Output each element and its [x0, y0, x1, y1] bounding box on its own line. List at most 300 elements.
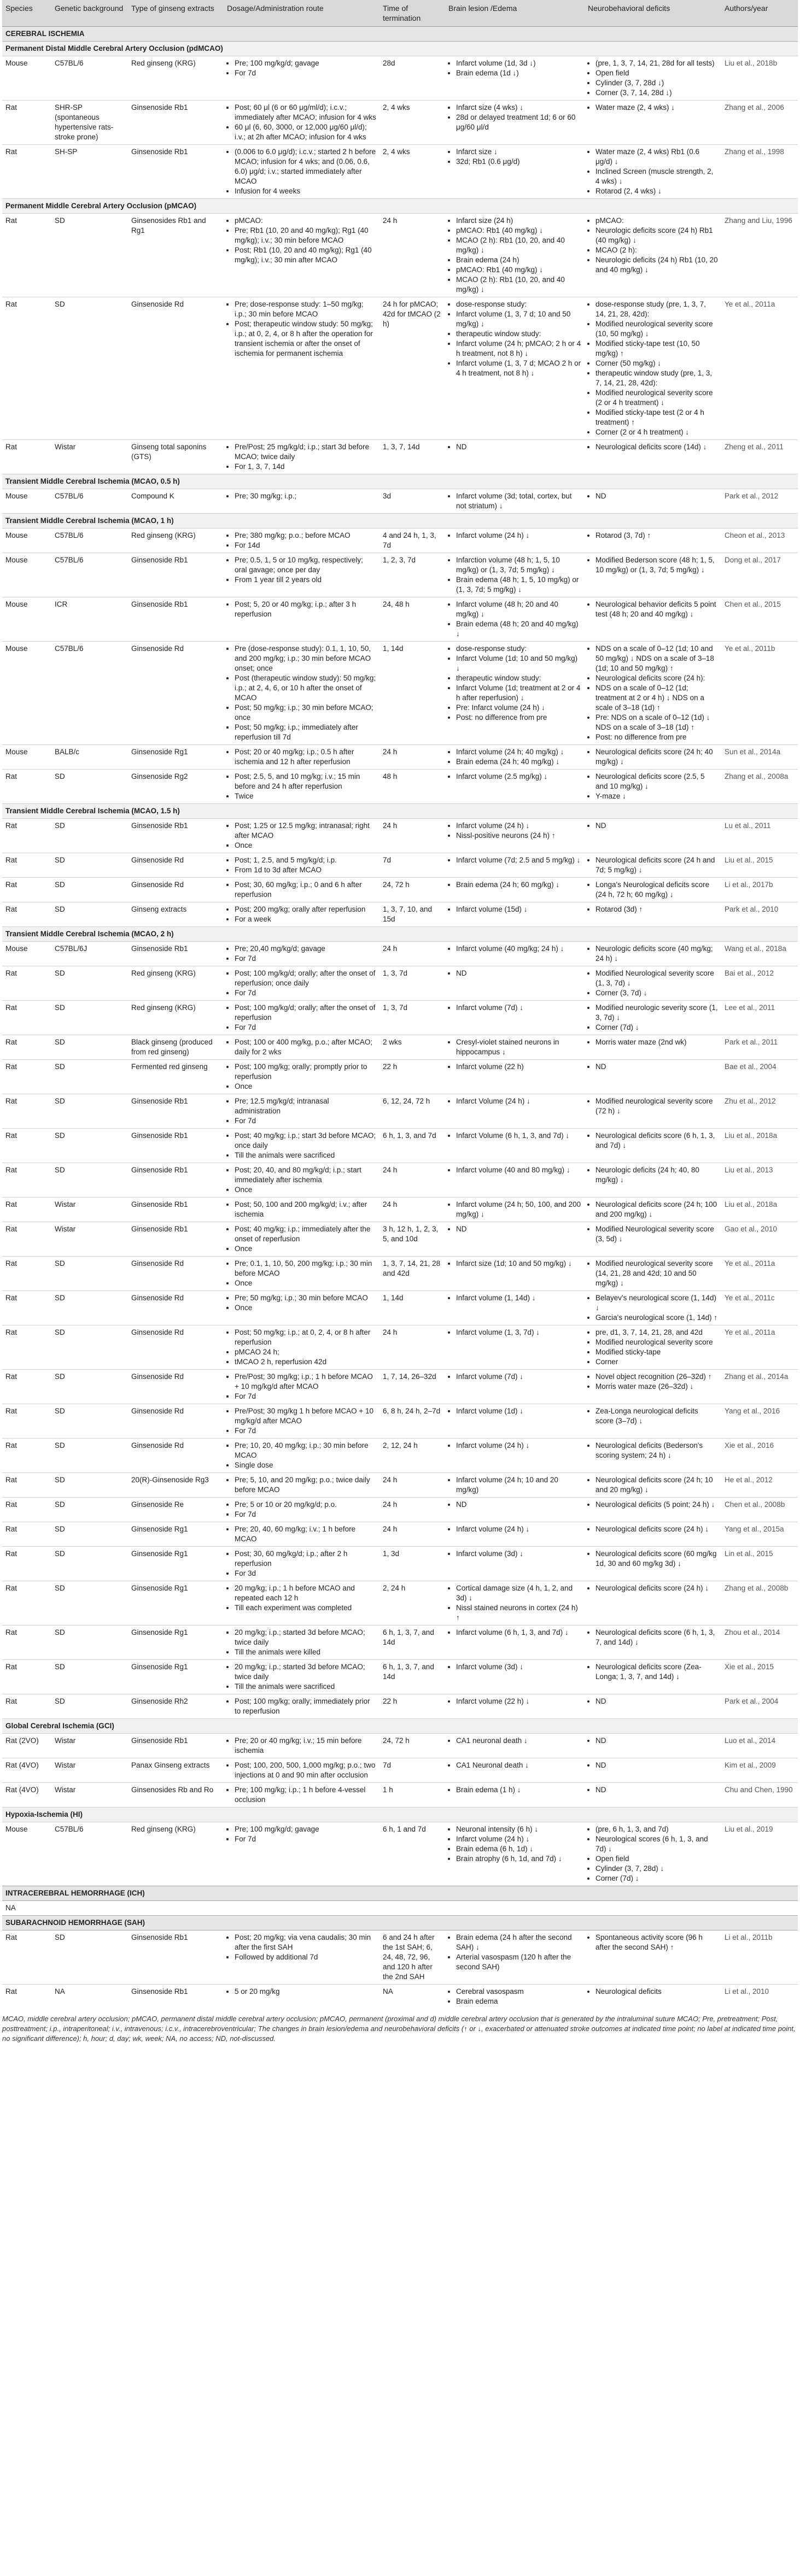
time-cell: 6 h, 1, 3, 7, and 14d: [379, 1660, 445, 1694]
extract-cell: Ginsenoside Re: [128, 1498, 224, 1522]
dose-list-item: • Once: [235, 1185, 376, 1195]
brain-cell: [445, 1060, 585, 1094]
table-footnote: MCAO, middle cerebral artery occlusion; pMCAO, permanent distal middle cerebral artery occlusion; pMCAO, permanent (proximal and d) middle cerebral artery occlusion that is generated by the intraluminal suture MCAO; Pre, pretreatment; Post, posttreatment; i.p., intraperitoneal; i.v., intravenous; i.c.v., intracerebroventricular; The changes in brain lesion/edema and neurobehavioral deficits (↑ or ↓, exacerbated or attenuated stroke outcomes at indicated time point; no label at indicated time point, no significant difference); h, hour; d, day; wk, week; NA, no access; ND, not-discussed.: [2, 2015, 796, 2043]
neuro-cell: [585, 1404, 721, 1439]
table-row: [2, 1626, 798, 1660]
dose-list-item: • Post; 20 mg/kg; via vena caudalis; 30 min after the first SAH: [235, 1933, 376, 1952]
dose-cell: [224, 770, 379, 804]
neuro-list-item: • dose-response study (pre, 1, 3, 7, 14, 21, 28, 42d):: [595, 300, 718, 319]
authors-cell: Liu et al., 2015: [721, 853, 798, 878]
table-row: [2, 819, 798, 853]
neuro-list-item: • Modified neurological severity score (72 h) ↓: [595, 1096, 718, 1116]
extract-cell: Red ginseng (KRG): [128, 1822, 224, 1886]
dose-list-item: • Post; 1, 2.5, and 5 mg/kg/d; i.p.: [235, 855, 376, 865]
species-cell: Rat: [2, 1291, 51, 1325]
authors-cell: Li et al., 2010: [721, 1985, 798, 2009]
dose-list-item: • 5 or 20 mg/kg: [235, 1987, 376, 1997]
time-cell: 6 and 24 h after the 1st SAH; 6, 24, 48, 72, 96, and 120 h after the 2nd SAH: [379, 1930, 445, 1985]
brain-cell: [445, 902, 585, 927]
neuro-list-item: • Neurological scores (6 h, 1, 3, and 7d) ↓: [595, 1834, 718, 1854]
brain-list: [448, 1824, 581, 1864]
time-cell: 1, 3, 7d: [379, 1001, 445, 1035]
neuro-list-item: • Corner (50 mg/kg) ↓: [595, 359, 718, 368]
dose-list-item: • Post; 30, 60 mg/kg/d; i.p.; after 2 h reperfusion: [235, 1549, 376, 1569]
extract-cell: Red ginseng (KRG): [128, 1001, 224, 1035]
brain-cell: [445, 1129, 585, 1163]
brain-list-item: • Brain edema (1 h) ↓: [456, 1785, 581, 1795]
brain-list: [448, 1200, 581, 1219]
column-header: Genetic background: [51, 0, 128, 27]
neuro-cell: [585, 1581, 721, 1626]
table-row: [2, 745, 798, 770]
brain-list-item: • Infarct volume (24 h; 10 and 20 mg/kg): [456, 1475, 581, 1495]
neuro-list-item: • Corner (7d) ↓: [595, 1874, 718, 1883]
brain-list: [448, 1328, 581, 1337]
species-cell: Mouse: [2, 553, 51, 597]
neuro-list: [588, 1037, 718, 1047]
column-header: Species: [2, 0, 51, 27]
dose-list-item: • 60 μl (6, 60, 3000, or 12,000 μg/60 μl/d); i.v.; at 2h after MCAO; infusion for 4 wks: [235, 122, 376, 142]
neuro-list-item: • Rotarod (2, 4 wks) ↓: [595, 186, 718, 196]
neuro-list: [588, 1293, 718, 1323]
species-cell: Rat: [2, 1001, 51, 1035]
dose-list-item: • Pre; 100 mg/kg/d; gavage: [235, 58, 376, 68]
subsection-title: Transient Middle Cerebral Ischemia (MCAO, 1 h): [2, 514, 798, 529]
neuro-list-item: • Neurological deficits score (24 h):: [595, 673, 718, 683]
subsection-row: [2, 514, 798, 529]
dose-cell: [224, 942, 379, 966]
brain-list-item: • Post: no difference from pre: [456, 713, 581, 723]
neuro-list: [588, 1200, 718, 1219]
neuro-cell: [585, 1694, 721, 1719]
neuro-list-item: • Neurological deficits: [595, 1987, 718, 1997]
subsection-row: [2, 199, 798, 214]
dose-list: [227, 1933, 376, 1962]
table-row: [2, 1985, 798, 2009]
dose-list-item: • Post; 50 mg/kg; i.p.; immediately after reperfusion till 7d: [235, 723, 376, 742]
neuro-list-item: • Morris water maze (26–32d) ↓: [595, 1382, 718, 1392]
authors-cell: Liu et al., 2018a: [721, 1129, 798, 1163]
neuro-cell: [585, 1198, 721, 1222]
neuro-list-item: • Novel object recognition (26–32d) ↑: [595, 1372, 718, 1382]
authors-cell: Wang et al., 2018a: [721, 942, 798, 966]
species-cell: Rat: [2, 853, 51, 878]
brain-list-item: • Infarct volume (40 and 80 mg/kg) ↓: [456, 1165, 581, 1175]
dose-list-item: • From 1d to 3d after MCAO: [235, 865, 376, 875]
genetic-cell: Wistar: [51, 1783, 128, 1808]
neuro-cell: [585, 1547, 721, 1581]
table-row: [2, 1758, 798, 1783]
neuro-list: [588, 1441, 718, 1460]
time-cell: 22 h: [379, 1060, 445, 1094]
species-cell: Rat: [2, 878, 51, 902]
extract-cell: Black ginseng (produced from red ginseng): [128, 1035, 224, 1060]
neuro-list-item: • Neurological deficits score (24 h) ↓: [595, 1524, 718, 1534]
brain-list: [448, 880, 581, 890]
neuro-list-item: • Neurological deficits score (6 h, 1, 3, and 7d) ↓: [595, 1131, 718, 1151]
neuro-list-item: • Modified neurological severity score (2 or 4 h treatment) ↓: [595, 388, 718, 408]
table-row: [2, 297, 798, 440]
time-cell: 6 h, 1, 3, 7, and 14d: [379, 1626, 445, 1660]
neuro-cell: [585, 553, 721, 597]
extract-cell: Ginsenoside Rg1: [128, 745, 224, 770]
neuro-list-item: • Neurological deficits score (6 h, 1, 3, 7, and 14d) ↓: [595, 1628, 718, 1647]
dose-cell: [224, 1822, 379, 1886]
note-row: [2, 1901, 798, 1916]
brain-list-item: • Infarct volume (48 h; 20 and 40 mg/kg) ↓: [456, 600, 581, 619]
section-title: INTRACEREBRAL HEMORRHAGE (ICH): [2, 1886, 798, 1901]
brain-list: [448, 58, 581, 78]
column-header: Dosage/Administration route: [224, 0, 379, 27]
authors-cell: Chen et al., 2015: [721, 597, 798, 642]
brain-list-item: • Infarct volume (7d) ↓: [456, 1372, 581, 1382]
brain-list-item: • Brain edema (24 h; 40 mg/kg) ↓: [456, 757, 581, 767]
neuro-list-item: • Longa's Neurological deficits score (24 h, 72 h; 60 mg/kg) ↓: [595, 880, 718, 900]
dose-list-item: • For 7d: [235, 68, 376, 78]
neuro-list-item: • Neurological deficits score (Zea-Longa; 1, 3, 7, and 14d) ↓: [595, 1662, 718, 1682]
authors-cell: Lee et al., 2011: [721, 1001, 798, 1035]
neuro-list: [588, 1524, 718, 1534]
neuro-cell: [585, 642, 721, 745]
neuro-cell: [585, 1439, 721, 1473]
dose-cell: [224, 1439, 379, 1473]
dose-list: [227, 1500, 376, 1519]
extract-cell: Ginsenoside Rb1: [128, 1930, 224, 1985]
brain-list: [448, 1761, 581, 1770]
brain-list-item: • Infarct volume (6 h, 1, 3, and 7d) ↓: [456, 1628, 581, 1638]
neuro-list: [588, 1475, 718, 1495]
brain-cell: [445, 553, 585, 597]
genetic-cell: SD: [51, 214, 128, 297]
brain-list-item: • Infarct Volume (24 h) ↓: [456, 1096, 581, 1106]
time-cell: 24 h: [379, 214, 445, 297]
species-cell: Rat: [2, 145, 51, 199]
neuro-list-item: • Neurological deficits score (2.5, 5 and 10 mg/kg) ↓: [595, 772, 718, 791]
brain-list-item: • Infarct volume (1d, 3d ↓): [456, 58, 581, 68]
brain-list: [448, 969, 581, 978]
time-cell: 1 h: [379, 1783, 445, 1808]
genetic-cell: SD: [51, 1930, 128, 1985]
table-row: [2, 878, 798, 902]
dose-list-item: • Post; therapeutic window study: 50 mg/kg; i.p.; at 0, 2, 4, or 8 h after the operation for transient ischemia or after the onset of ischemia for permanent ischemia: [235, 319, 376, 359]
extract-cell: Ginsenoside Rd: [128, 642, 224, 745]
genetic-cell: NA: [51, 1985, 128, 2009]
neuro-list: [588, 1987, 718, 1997]
extract-cell: Red ginseng (KRG): [128, 529, 224, 553]
brain-list-item: • MCAO (2 h): Rb1 (10, 20, and 40 mg/kg) ↓: [456, 275, 581, 295]
brain-cell: [445, 942, 585, 966]
genetic-cell: SD: [51, 1291, 128, 1325]
brain-list-item: • Brain atrophy (6 h, 1d, and 7d) ↓: [456, 1854, 581, 1864]
brain-list: [448, 531, 581, 541]
brain-cell: [445, 966, 585, 1001]
dose-list-item: • Post; 100, 200, 500, 1,000 mg/kg; p.o.; two injections at 0 and 90 min after occlusion: [235, 1761, 376, 1780]
dose-list-item: • Post; 50, 100 and 200 mg/kg/d; i.v.; after ischemia: [235, 1200, 376, 1219]
brain-cell: [445, 1222, 585, 1257]
brain-list-item: • 32d; Rb1 (0.6 μg/d): [456, 157, 581, 167]
table-row: [2, 1930, 798, 1985]
dose-list-item: • For 7d: [235, 1510, 376, 1519]
species-cell: Rat: [2, 1404, 51, 1439]
neuro-list: [588, 1096, 718, 1116]
dose-list: [227, 1549, 376, 1579]
genetic-cell: SD: [51, 819, 128, 853]
dose-list-item: • Post; 40 mg/kg; i.p.; immediately after the onset of reperfusion: [235, 1224, 376, 1244]
dose-list-item: • For a week: [235, 914, 376, 924]
time-cell: 2 wks: [379, 1035, 445, 1060]
authors-cell: Zhang and Liu, 1996: [721, 214, 798, 297]
neuro-list: [588, 600, 718, 619]
dose-list-item: • For 14d: [235, 541, 376, 550]
extract-cell: Ginsenoside Rd: [128, 1439, 224, 1473]
brain-list: [448, 1500, 581, 1510]
neuro-list: [588, 1500, 718, 1510]
neuro-cell: [585, 440, 721, 474]
dose-list: [227, 905, 376, 924]
extract-cell: Ginsenoside Rd: [128, 1257, 224, 1291]
brain-list-item: • ND: [456, 1224, 581, 1234]
neuro-list-item: • Rotarod (3d) ↑: [595, 905, 718, 914]
dose-cell: [224, 1473, 379, 1498]
table-row: [2, 1522, 798, 1547]
brain-list-item: • Infarct volume (7d) ↓: [456, 1003, 581, 1013]
brain-list: [448, 644, 581, 723]
neuro-cell: [585, 819, 721, 853]
dose-list-item: • Post; 100 or 400 mg/kg, p.o.; after MCAO; daily for 2 wks: [235, 1037, 376, 1057]
species-cell: Rat (4VO): [2, 1758, 51, 1783]
neuro-list-item: • Cylinder (3, 7, 28d) ↓: [595, 1864, 718, 1874]
brain-list-item: • Infarct volume (3d; total, cortex, but not striatum) ↓: [456, 491, 581, 511]
neuro-list-item: • Pre: NDS on a scale of 0–12 (1d) ↓ NDS on a scale of 3–18 (1d) ↑: [595, 713, 718, 732]
dose-list: [227, 821, 376, 850]
brain-list: [448, 147, 581, 167]
species-cell: Rat: [2, 966, 51, 1001]
brain-list: [448, 1259, 581, 1269]
genetic-cell: Wistar: [51, 1758, 128, 1783]
brain-list-item: • Nissl stained neurons in cortex (24 h) ↑: [456, 1603, 581, 1623]
species-cell: Rat (2VO): [2, 1734, 51, 1758]
brain-list-item: • Brain edema (48 h; 1, 5, 10 mg/kg) or (1, 3, 7d; 5 mg/kg) ↓: [456, 575, 581, 595]
brain-list-item: • Brain edema (24 h): [456, 255, 581, 265]
genetic-cell: Wistar: [51, 1734, 128, 1758]
species-cell: Rat: [2, 1498, 51, 1522]
header-row: [2, 0, 798, 27]
dose-list-item: • Once: [235, 841, 376, 850]
neuro-list-item: • Corner (3, 7, 14, 28d ↓): [595, 88, 718, 98]
neuro-list-item: • NDS on a scale of 0–12 (1d; treatment at 2 or 4 h) ↓ NDS on a scale of 3–18 (1d) ↑: [595, 683, 718, 713]
dose-cell: [224, 1498, 379, 1522]
extract-cell: Ginsenoside Rb1: [128, 101, 224, 145]
genetic-cell: SD: [51, 1325, 128, 1370]
neuro-cell: [585, 1626, 721, 1660]
dose-list-item: • Till the animals were sacrificed: [235, 1682, 376, 1692]
dose-list: [227, 1524, 376, 1544]
brain-list-item: • ND: [456, 442, 581, 452]
neuro-list-item: • Modified sticky-tape test (2 or 4 h treatment) ↑: [595, 408, 718, 427]
authors-cell: Ye et al., 2011a: [721, 1257, 798, 1291]
species-cell: Rat: [2, 1222, 51, 1257]
extract-cell: Ginsenoside Rb1: [128, 1222, 224, 1257]
genetic-cell: SD: [51, 1163, 128, 1198]
brain-list: [448, 821, 581, 841]
brain-cell: [445, 1522, 585, 1547]
time-cell: 24 h: [379, 1198, 445, 1222]
extract-cell: Panax Ginseng extracts: [128, 1758, 224, 1783]
dose-list: [227, 1003, 376, 1032]
neuro-list-item: • Neurologic deficits (24 h) Rb1 (10, 20 and 40 mg/kg) ↓: [595, 255, 718, 275]
time-cell: 6, 12, 24, 72 h: [379, 1094, 445, 1129]
genetic-cell: SD: [51, 1439, 128, 1473]
brain-list: [448, 855, 581, 865]
neuro-list: [588, 1761, 718, 1770]
neuro-list-item: • Open field: [595, 68, 718, 78]
time-cell: 3 h, 12 h, 1, 2, 3, 5, and 10d: [379, 1222, 445, 1257]
time-cell: 28d: [379, 56, 445, 101]
neuro-list-item: • ND: [595, 1761, 718, 1770]
dose-list-item: • Post; 100 mg/kg/d; orally; after the onset of reperfusion; once daily: [235, 969, 376, 988]
brain-list-item: • Infarct volume (24 h) ↓: [456, 1834, 581, 1844]
species-cell: Rat: [2, 1522, 51, 1547]
dose-list-item: • 20 mg/kg; i.p.; started 3d before MCAO; twice daily: [235, 1628, 376, 1647]
neuro-list-item: • Neurological deficits score (24 h and 7d; 5 mg/kg) ↓: [595, 855, 718, 875]
species-cell: Mouse: [2, 942, 51, 966]
brain-list: [448, 1131, 581, 1141]
neuro-list-item: • Neurological deficits score (24 h; 40 mg/kg) ↓: [595, 747, 718, 767]
brain-cell: [445, 1370, 585, 1404]
neuro-cell: [585, 214, 721, 297]
dose-list-item: • Pre; 10, 20, 40 mg/kg; i.p.; 30 min before MCAO: [235, 1441, 376, 1460]
dose-list-item: • Post; 40 mg/kg; i.p.; start 3d before MCAO; once daily: [235, 1131, 376, 1151]
neuro-list-item: • Modified Neurological severity score (3, 5d) ↓: [595, 1224, 718, 1244]
genetic-cell: SD: [51, 1473, 128, 1498]
brain-list-item: • Infarct volume (24 h) ↓: [456, 531, 581, 541]
time-cell: 6 h, 1 and 7d: [379, 1822, 445, 1886]
brain-cell: [445, 1325, 585, 1370]
species-cell: Rat: [2, 1370, 51, 1404]
time-cell: 6, 8 h, 24 h, 2–7d: [379, 1404, 445, 1439]
extract-cell: Ginsenoside Rb1: [128, 942, 224, 966]
neuro-list-item: • Neurological deficits (5 point; 24 h) ↓: [595, 1500, 718, 1510]
neuro-list: [588, 855, 718, 875]
neuro-list-item: • (pre, 6 h, 1, 3, and 7d): [595, 1824, 718, 1834]
dose-list-item: • For 7d: [235, 1116, 376, 1126]
neuro-list-item: • Neurological deficits (Bederson's scoring system; 24 h) ↓: [595, 1441, 718, 1460]
brain-list-item: • Infarct volume (1d) ↓: [456, 1406, 581, 1416]
neuro-cell: [585, 1473, 721, 1498]
species-cell: Mouse: [2, 529, 51, 553]
genetic-cell: SD: [51, 1257, 128, 1291]
brain-list-item: • therapeutic window study:: [456, 329, 581, 339]
genetic-cell: SD: [51, 1626, 128, 1660]
time-cell: 24 h: [379, 1163, 445, 1198]
brain-list-item: • Infarct volume (24 h; 40 mg/kg) ↓: [456, 747, 581, 757]
neuro-list-item: • therapeutic window study (pre, 1, 3, 7, 14, 21, 28, 42d):: [595, 368, 718, 388]
dose-cell: [224, 440, 379, 474]
dose-list-item: • Pre; 20,40 mg/kg/d; gavage: [235, 944, 376, 954]
brain-cell: [445, 1822, 585, 1886]
authors-cell: Cheon et al., 2013: [721, 529, 798, 553]
extract-cell: Ginseng total saponins (GTS): [128, 440, 224, 474]
brain-cell: [445, 878, 585, 902]
dose-list-item: • Post; 60 μl (6 or 60 μg/ml/d); i.c.v.; immediately after MCAO; infusion for 4 wks: [235, 103, 376, 122]
neuro-list-item: • pre, d1, 3, 7, 14, 21, 28, and 42d: [595, 1328, 718, 1337]
brain-cell: [445, 489, 585, 514]
neuro-list: [588, 772, 718, 801]
brain-list: [448, 1062, 581, 1072]
genetic-cell: SD: [51, 1035, 128, 1060]
genetic-cell: SD: [51, 297, 128, 440]
neuro-list: [588, 1785, 718, 1795]
dose-cell: [224, 1291, 379, 1325]
brain-cell: [445, 1163, 585, 1198]
brain-list: [448, 442, 581, 452]
authors-cell: Li et al., 2017b: [721, 878, 798, 902]
brain-cell: [445, 1198, 585, 1222]
species-cell: Rat: [2, 1129, 51, 1163]
table-row: [2, 853, 798, 878]
dose-list-item: • pMCAO:: [235, 216, 376, 226]
dose-list-item: • Till the animals were sacrificed: [235, 1151, 376, 1160]
brain-list-item: • Infarct Volume (1d; treatment at 2 or 4 h after reperfusion) ↓: [456, 683, 581, 703]
time-cell: 24 h: [379, 1498, 445, 1522]
dose-list-item: • Post; 20 or 40 mg/kg; i.p.; 0.5 h after ischemia and 12 h after reperfusion: [235, 747, 376, 767]
dose-list-item: • Pre; 50 mg/kg; i.p.; 30 min before MCAO: [235, 1293, 376, 1303]
authors-cell: Park et al., 2012: [721, 489, 798, 514]
neuro-list-item: • Modified sticky-tape test (10, 50 mg/kg) ↑: [595, 339, 718, 359]
authors-cell: Park et al., 2004: [721, 1694, 798, 1719]
brain-list-item: • dose-response study:: [456, 300, 581, 309]
dose-list-item: • Pre; 100 mg/kg; i.p.; 1 h before 4-vessel occlusion: [235, 1785, 376, 1805]
genetic-cell: C57BL/6: [51, 642, 128, 745]
species-cell: Rat: [2, 1985, 51, 2009]
extract-cell: Ginsenoside Rb1: [128, 1985, 224, 2009]
authors-cell: Park et al., 2011: [721, 1035, 798, 1060]
brain-list-item: • Infarct volume (1, 3, 7 d; MCAO 2 h or 4 h treatment, not 8 h) ↓: [456, 359, 581, 378]
genetic-cell: SD: [51, 1094, 128, 1129]
species-cell: Rat: [2, 1325, 51, 1370]
neuro-cell: [585, 1660, 721, 1694]
neuro-list: [588, 1549, 718, 1569]
species-cell: Rat: [2, 1439, 51, 1473]
dose-cell: [224, 1581, 379, 1626]
neuro-cell: [585, 853, 721, 878]
brain-list: [448, 1293, 581, 1303]
neuro-cell: [585, 1930, 721, 1985]
table-row: [2, 440, 798, 474]
brain-cell: [445, 1783, 585, 1808]
genetic-cell: SD: [51, 1370, 128, 1404]
subsection-title: Global Cerebral Ischemia (GCI): [2, 1719, 798, 1734]
section-row: [2, 1886, 798, 1901]
brain-list: [448, 103, 581, 132]
brain-cell: [445, 1930, 585, 1985]
extract-cell: Ginsenoside Rb1: [128, 1734, 224, 1758]
genetic-cell: SD: [51, 853, 128, 878]
dose-list-item: • For 7d: [235, 954, 376, 964]
dose-list-item: • Followed by additional 7d: [235, 1952, 376, 1962]
brain-cell: [445, 597, 585, 642]
extract-cell: Fermented red ginseng: [128, 1060, 224, 1094]
dose-list: [227, 147, 376, 196]
brain-cell: [445, 1439, 585, 1473]
table-row: [2, 56, 798, 101]
dose-list-item: • Pre; 30 mg/kg; i.p.;: [235, 491, 376, 501]
authors-cell: Zhou et al., 2014: [721, 1626, 798, 1660]
genetic-cell: SD: [51, 1694, 128, 1719]
genetic-cell: C57BL/6: [51, 489, 128, 514]
dose-list-item: • For 7d: [235, 1023, 376, 1032]
brain-cell: [445, 297, 585, 440]
